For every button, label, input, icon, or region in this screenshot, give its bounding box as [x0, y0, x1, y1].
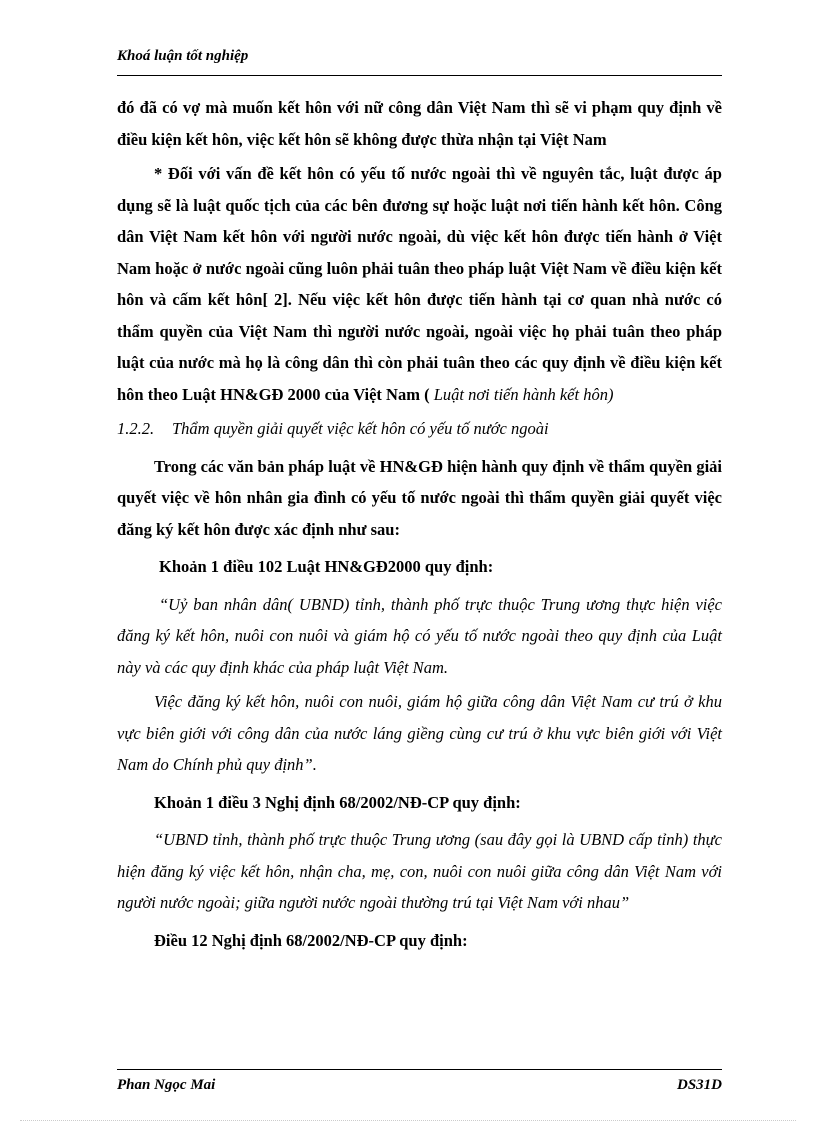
header-divider: [117, 75, 722, 76]
quote-article-102-part2: Việc đăng ký kết hôn, nuôi con nuôi, giám hộ giữa công dân Việt Nam cư trú ở khu vực biên giới với công dân của nước láng giềng cùng cư trú ở khu vực biên giới với Việt Nam do Chính phủ quy định”.: [117, 692, 722, 774]
page-edge-line: [20, 1120, 796, 1121]
footer-author: Phan Ngọc Mai: [117, 1077, 216, 1093]
paragraph-main-text: * Đối với vấn đề kết hôn có yếu tố nước ngoài thì về nguyên tắc, luật được áp dụng sẽ là luật quốc tịch của các bên đương sự hoặc luật nơi tiến hành kết hôn. Công dân Việt Nam kết hôn với người nước ngoài, dù việc kết hôn được tiến hành ở Việt Nam hoặc ở nước ngoài cũng luôn phải tuân theo pháp luật Việt Nam về điều kiện kết hôn và cấm kết hôn[ 2]. Nếu việc kết hôn được tiến hành tại cơ quan nhà nước có thẩm quyền của Việt Nam thì người nước ngoài, ngoài việc họ phải tuân theo pháp luật của nước mà họ là công dân thì còn phải tuân theo các quy định về điều kiện kết hôn theo Luật HN&GĐ 2000 của Việt Nam (: [117, 164, 722, 404]
running-footer: [117, 1077, 722, 1094]
quote-decree-article-3: “UBND tỉnh, thành phố trực thuộc Trung ương (sau đây gọi là UBND cấp tỉnh) thực hiện đăng ký việc kết hôn, nhận cha, mẹ, con, nuôi con nuôi giữa công dân Việt Nam với người nước ngoài; giữa người nước ngoài thường trú tại Việt Nam với nhau”: [117, 830, 722, 912]
paragraph-continuation: đó đã có vợ mà muốn kết hôn với nữ công dân Việt Nam thì sẽ vi phạm quy định về điều kiện kết hôn, việc kết hôn sẽ không được thừa nhận tại Việt Nam: [117, 98, 722, 149]
running-header: Khoá luận tốt nghiệp: [117, 48, 249, 64]
paragraph-article-102: Khoản 1 điều 102 Luật HN&GĐ2000 quy định:: [159, 557, 494, 576]
paragraph-decree-article-12: Điều 12 Nghị định 68/2002/NĐ-CP quy định:: [154, 930, 468, 950]
paragraph-decree-article-3: Khoản 1 điều 3 Nghị định 68/2002/NĐ-CP quy định:: [154, 792, 521, 812]
section-number: 1.2.2.: [117, 419, 155, 438]
footer-divider: [117, 1069, 722, 1070]
document-body: [117, 92, 722, 956]
footer-class-code: DS31D: [676, 1077, 722, 1093]
paragraph-jurisdiction: Trong các văn bản pháp luật về HN&GĐ hiện hành quy định về thẩm quyền giải quyết việc về hôn nhân gia đình có yếu tố nước ngoài thì thẩm quyền giải quyết việc đăng ký kết hôn được xác định như sau:: [117, 456, 722, 539]
paragraph-italic-text: Luật nơi tiến hành kết hôn): [433, 384, 614, 404]
section-title: Thẩm quyền giải quyết việc kết hôn có yếu tố nước ngoài: [172, 419, 549, 438]
quote-article-102-part1: “Uỷ ban nhân dân( UBND) tỉnh, thành phố trực thuộc Trung ương thực hiện việc đăng ký kết hôn, nuôi con nuôi và giám hộ có yếu tố nước ngoài theo quy định của Luật này và các quy định khác của pháp luật Việt Nam.: [117, 594, 722, 677]
paragraph-foreign-marriage-law: [117, 158, 722, 410]
section-heading: [117, 413, 722, 445]
